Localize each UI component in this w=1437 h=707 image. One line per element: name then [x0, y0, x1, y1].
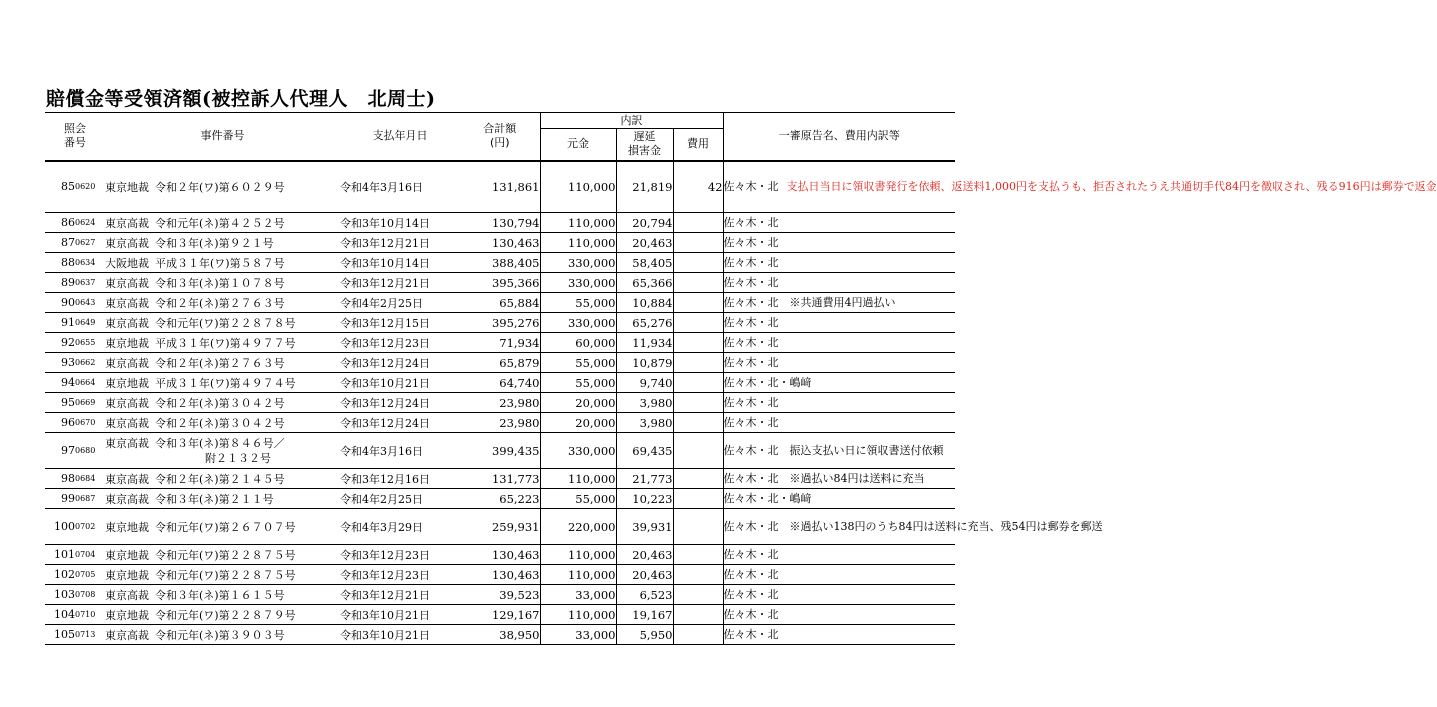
- row-number: 105: [45, 625, 75, 645]
- row-number: 94: [45, 373, 75, 393]
- reference-number: 0708: [75, 585, 105, 605]
- case-number-cell: [105, 373, 340, 393]
- header-case: 事件番号: [105, 113, 340, 161]
- reference-number: 0624: [75, 213, 105, 233]
- court-name: 東京地裁: [105, 520, 149, 534]
- payment-date: 令和3年12月16日: [340, 469, 460, 489]
- total-amount: 129,167: [460, 605, 540, 625]
- payment-date: 令和3年12月24日: [340, 413, 460, 433]
- payment-date: 令和3年12月21日: [340, 273, 460, 293]
- principal-amount: 110,000: [540, 469, 616, 489]
- payments-table: [45, 112, 1437, 645]
- court-name: 東京高裁: [105, 216, 149, 230]
- case-number-cell: [105, 313, 340, 333]
- case-number-cell: [105, 509, 340, 545]
- table-row: [45, 161, 955, 213]
- table-row: [45, 333, 955, 353]
- table-row: [45, 625, 955, 645]
- principal-amount: 20,000: [540, 413, 616, 433]
- total-amount: 131,773: [460, 469, 540, 489]
- expense-amount: [673, 469, 723, 489]
- header-row-top: [45, 113, 955, 129]
- case-number-cell: [105, 469, 340, 489]
- header-date: 支払年月日: [340, 113, 460, 161]
- case-number-cell: [105, 489, 340, 509]
- case-number-cell: [105, 433, 340, 469]
- case-number-cell: [105, 273, 340, 293]
- row-number: 91: [45, 313, 75, 333]
- court-name: 東京高裁: [105, 628, 149, 642]
- case-number: 令和元年(ワ)第２６７０７号: [155, 520, 296, 534]
- document-title: 賠償金等受領済額(被控訴人代理人 北周士): [46, 88, 436, 110]
- header-principal: 元金: [540, 129, 616, 161]
- reference-number: 0705: [75, 565, 105, 585]
- notes-cell: [723, 393, 955, 413]
- notes-cell: [723, 605, 955, 625]
- expense-amount: 42: [673, 161, 723, 213]
- case-number: 令和元年(ワ)第２２８７９号: [155, 608, 296, 622]
- notes-cell: [723, 293, 955, 313]
- header-total-top: 合計額: [483, 122, 517, 136]
- principal-amount: 33,000: [540, 625, 616, 645]
- table-row: [45, 233, 955, 253]
- notes-cell: [723, 469, 955, 489]
- case-number: 令和元年(ワ)第２２８７５号: [155, 548, 296, 562]
- header-damages-bottom: 損害金: [628, 144, 661, 158]
- table-row: [45, 605, 955, 625]
- expense-amount: [673, 585, 723, 605]
- total-amount: 64,740: [460, 373, 540, 393]
- notes-text: 佐々木・北 ※過払い84円は送料に充当: [723, 471, 925, 485]
- table-row: [45, 413, 955, 433]
- table-row: [45, 353, 955, 373]
- reference-number: 0627: [75, 233, 105, 253]
- notes-text: 佐々木・北 振込支払い日に領収書送付依頼: [723, 443, 944, 457]
- principal-amount: 110,000: [540, 233, 616, 253]
- notes-cell: [723, 273, 955, 293]
- court-name: 東京高裁: [105, 416, 149, 430]
- payment-date: 令和4年2月25日: [340, 489, 460, 509]
- court-name: 東京地裁: [105, 548, 149, 562]
- row-number: 93: [45, 353, 75, 373]
- reference-number: 0687: [75, 489, 105, 509]
- row-number: 95: [45, 393, 75, 413]
- total-amount: 130,463: [460, 545, 540, 565]
- case-number: 令和元年(ネ)第４２５２号: [155, 216, 285, 230]
- notes-text: 佐々木・北: [723, 607, 779, 621]
- damages-amount: 20,463: [616, 565, 673, 585]
- total-amount: 130,463: [460, 565, 540, 585]
- principal-amount: 110,000: [540, 213, 616, 233]
- payment-date: 令和4年3月16日: [340, 161, 460, 213]
- notes-text: 佐々木・北: [723, 255, 779, 269]
- case-number: 令和元年(ワ)第２２８７８号: [155, 316, 296, 330]
- total-amount: 65,879: [460, 353, 540, 373]
- expense-amount: [673, 313, 723, 333]
- damages-amount: 19,167: [616, 605, 673, 625]
- total-amount: 131,861: [460, 161, 540, 213]
- row-number: 85: [45, 161, 75, 213]
- court-name: 東京高裁: [105, 236, 149, 250]
- row-number: 92: [45, 333, 75, 353]
- expense-amount: [673, 433, 723, 469]
- damages-amount: 20,794: [616, 213, 673, 233]
- expense-amount: [673, 373, 723, 393]
- reference-number: 0662: [75, 353, 105, 373]
- row-number: 104: [45, 605, 75, 625]
- damages-amount: 39,931: [616, 509, 673, 545]
- case-number: 令和２年(ネ)第２７６３号: [155, 356, 285, 370]
- row-number: 103: [45, 585, 75, 605]
- court-name: 東京地裁: [105, 376, 149, 390]
- total-amount: 399,435: [460, 433, 540, 469]
- case-number: 令和元年(ネ)第３９０３号: [155, 628, 285, 642]
- table-row: [45, 565, 955, 585]
- notes-cell: [723, 373, 955, 393]
- case-number: 令和３年(ネ)第１６１５号: [155, 588, 285, 602]
- case-number-continued: 附２１３２号: [205, 451, 271, 465]
- notes-cell: [723, 565, 955, 585]
- payment-date: 令和3年10月14日: [340, 253, 460, 273]
- payment-date: 令和4年3月29日: [340, 509, 460, 545]
- court-name: 東京高裁: [105, 492, 149, 506]
- table-row: [45, 213, 955, 233]
- case-number-cell: [105, 585, 340, 605]
- case-number-cell: [105, 333, 340, 353]
- reference-number: 0649: [75, 313, 105, 333]
- header-no-top: 照会: [64, 122, 86, 136]
- payment-date: 令和3年12月21日: [340, 233, 460, 253]
- notes-text: 佐々木・北: [723, 587, 779, 601]
- expense-amount: [673, 273, 723, 293]
- expense-amount: [673, 233, 723, 253]
- notes-text: 佐々木・北: [723, 395, 779, 409]
- table-row: [45, 273, 955, 293]
- reference-number: 0637: [75, 273, 105, 293]
- principal-amount: 55,000: [540, 489, 616, 509]
- court-name: 東京高裁: [105, 316, 149, 330]
- reference-number: 0710: [75, 605, 105, 625]
- table-row: [45, 509, 955, 545]
- total-amount: 38,950: [460, 625, 540, 645]
- notes-text: 佐々木・北: [723, 627, 779, 641]
- header-damages: [616, 129, 673, 161]
- payment-date: 令和3年10月21日: [340, 625, 460, 645]
- damages-amount: 69,435: [616, 433, 673, 469]
- header-total: [460, 113, 540, 161]
- court-name: 東京高裁: [105, 396, 149, 410]
- case-number: 平成３１年(ワ)第４９７７号: [155, 336, 296, 350]
- principal-amount: 55,000: [540, 373, 616, 393]
- damages-amount: 20,463: [616, 545, 673, 565]
- damages-amount: 20,463: [616, 233, 673, 253]
- reference-number: 0704: [75, 545, 105, 565]
- table-row: [45, 489, 955, 509]
- reference-number: 0620: [75, 161, 105, 213]
- principal-amount: 330,000: [540, 313, 616, 333]
- notes-cell: [723, 233, 955, 253]
- total-amount: 71,934: [460, 333, 540, 353]
- court-name: 東京高裁: [105, 276, 149, 290]
- principal-amount: 220,000: [540, 509, 616, 545]
- court-name: 東京地裁: [105, 568, 149, 582]
- table-row: [45, 469, 955, 489]
- notes-text: 佐々木・北: [723, 415, 779, 429]
- court-name: 東京高裁: [105, 472, 149, 486]
- damages-amount: 10,884: [616, 293, 673, 313]
- court-name: 東京地裁: [105, 336, 149, 350]
- expense-amount: [673, 393, 723, 413]
- total-amount: 259,931: [460, 509, 540, 545]
- notes-cell: [723, 625, 955, 645]
- principal-amount: 20,000: [540, 393, 616, 413]
- expense-amount: [673, 489, 723, 509]
- expense-amount: [673, 413, 723, 433]
- notes-text-highlight: 支払日当日に領収書発行を依頼、返送料1,000円を支払うも、拒否されたうえ共通切手代84円を徴収され、残る916円は郵券で返金: [786, 179, 1437, 193]
- notes-cell: [723, 353, 955, 373]
- notes-text: 佐々木・北: [723, 275, 779, 289]
- court-name: 大阪地裁: [105, 256, 149, 270]
- case-number: 令和２年(ネ)第３０４２号: [155, 396, 285, 410]
- total-amount: 130,463: [460, 233, 540, 253]
- damages-amount: 58,405: [616, 253, 673, 273]
- header-total-bottom: (円): [489, 136, 510, 150]
- notes-cell: [723, 433, 955, 469]
- total-amount: 65,223: [460, 489, 540, 509]
- case-number-cell: [105, 565, 340, 585]
- total-amount: 39,523: [460, 585, 540, 605]
- damages-amount: 65,366: [616, 273, 673, 293]
- header-damages-top: 遅延: [633, 130, 656, 144]
- case-number-cell: [105, 293, 340, 313]
- case-number-cell: [105, 393, 340, 413]
- notes-cell: [723, 333, 955, 353]
- principal-amount: 55,000: [540, 293, 616, 313]
- table-row: [45, 313, 955, 333]
- principal-amount: 110,000: [540, 545, 616, 565]
- payment-date: 令和3年12月15日: [340, 313, 460, 333]
- reference-number: 0684: [75, 469, 105, 489]
- damages-amount: 65,276: [616, 313, 673, 333]
- reference-number: 0669: [75, 393, 105, 413]
- payment-date: 令和3年10月21日: [340, 605, 460, 625]
- case-number: 令和３年(ネ)第８４６号／: [155, 436, 285, 450]
- expense-amount: [673, 333, 723, 353]
- expense-amount: [673, 605, 723, 625]
- total-amount: 395,366: [460, 273, 540, 293]
- payment-date: 令和3年12月23日: [340, 333, 460, 353]
- damages-amount: 21,773: [616, 469, 673, 489]
- notes-cell: [723, 489, 955, 509]
- notes-text: 佐々木・北: [723, 179, 779, 193]
- notes-cell: [723, 509, 1103, 545]
- case-number-cell: [105, 625, 340, 645]
- case-number-cell: [105, 605, 340, 625]
- court-name: 東京地裁: [105, 180, 149, 194]
- case-number: 令和２年(ワ)第６０２９号: [155, 180, 285, 194]
- case-number-cell: [105, 353, 340, 373]
- principal-amount: 60,000: [540, 333, 616, 353]
- damages-amount: 10,879: [616, 353, 673, 373]
- row-number: 102: [45, 565, 75, 585]
- table-row: [45, 545, 955, 565]
- notes-text: 佐々木・北・嶋﨑: [723, 375, 812, 389]
- notes-text: 佐々木・北: [723, 567, 779, 581]
- table-row: [45, 253, 955, 273]
- court-name: 東京高裁: [105, 436, 149, 450]
- damages-amount: 3,980: [616, 393, 673, 413]
- notes-cell: [723, 253, 955, 273]
- court-name: 東京高裁: [105, 588, 149, 602]
- court-name: 東京高裁: [105, 296, 149, 310]
- payment-date: 令和3年12月21日: [340, 585, 460, 605]
- table-row: [45, 585, 955, 605]
- reference-number: 0713: [75, 625, 105, 645]
- total-amount: 388,405: [460, 253, 540, 273]
- notes-text: 佐々木・北: [723, 235, 779, 249]
- row-number: 97: [45, 433, 75, 469]
- payment-date: 令和4年2月25日: [340, 293, 460, 313]
- total-amount: 65,884: [460, 293, 540, 313]
- total-amount: 130,794: [460, 213, 540, 233]
- notes-text: 佐々木・北: [723, 335, 779, 349]
- case-number: 令和３年(ネ)第９２１号: [155, 236, 274, 250]
- notes-text: 佐々木・北: [723, 547, 779, 561]
- damages-amount: 6,523: [616, 585, 673, 605]
- case-number-cell: [105, 413, 340, 433]
- row-number: 87: [45, 233, 75, 253]
- table-row: [45, 433, 955, 469]
- row-number: 98: [45, 469, 75, 489]
- damages-amount: 10,223: [616, 489, 673, 509]
- case-number: 令和３年(ネ)第１０７８号: [155, 276, 285, 290]
- reference-number: 0634: [75, 253, 105, 273]
- damages-amount: 5,950: [616, 625, 673, 645]
- table-row: [45, 293, 955, 313]
- case-number-cell: [105, 545, 340, 565]
- notes-cell: [723, 585, 955, 605]
- expense-amount: [673, 293, 723, 313]
- principal-amount: 55,000: [540, 353, 616, 373]
- payment-date: 令和3年12月24日: [340, 393, 460, 413]
- damages-amount: 11,934: [616, 333, 673, 353]
- case-number: 平成３１年(ワ)第４９７４号: [155, 376, 296, 390]
- row-number: 88: [45, 253, 75, 273]
- row-number: 86: [45, 213, 75, 233]
- notes-text: 佐々木・北: [723, 315, 779, 329]
- expense-amount: [673, 545, 723, 565]
- expense-amount: [673, 625, 723, 645]
- principal-amount: 330,000: [540, 253, 616, 273]
- row-number: 100: [45, 509, 75, 545]
- case-number: 平成３１年(ワ)第５８７号: [155, 256, 285, 270]
- table-body: [45, 161, 1437, 645]
- expense-amount: [673, 213, 723, 233]
- total-amount: 395,276: [460, 313, 540, 333]
- court-name: 東京高裁: [105, 356, 149, 370]
- principal-amount: 330,000: [540, 433, 616, 469]
- notes-text: 佐々木・北: [723, 215, 779, 229]
- principal-amount: 33,000: [540, 585, 616, 605]
- row-number: 96: [45, 413, 75, 433]
- notes-cell: [723, 545, 955, 565]
- case-number-cell: [105, 161, 340, 213]
- expense-amount: [673, 565, 723, 585]
- header-expense: 費用: [673, 129, 723, 161]
- expense-amount: [673, 509, 723, 545]
- notes-cell: [723, 413, 955, 433]
- notes-text: 佐々木・北 ※過払い138円のうち84円は送料に充当、残54円は郵券を郵送: [723, 519, 1103, 533]
- principal-amount: 110,000: [540, 565, 616, 585]
- principal-amount: 110,000: [540, 605, 616, 625]
- table-row: [45, 393, 955, 413]
- header-notes: 一審原告名、費用内訳等: [723, 113, 955, 161]
- court-name: 東京地裁: [105, 608, 149, 622]
- damages-amount: 3,980: [616, 413, 673, 433]
- reference-number: 0643: [75, 293, 105, 313]
- payment-date: 令和3年12月23日: [340, 565, 460, 585]
- case-number: 令和３年(ネ)第２１１号: [155, 492, 274, 506]
- case-number: 令和元年(ワ)第２２８７５号: [155, 568, 296, 582]
- header-no-bottom: 番号: [64, 136, 86, 150]
- damages-amount: 21,819: [616, 161, 673, 213]
- payment-date: 令和3年10月14日: [340, 213, 460, 233]
- row-number: 89: [45, 273, 75, 293]
- damages-amount: 9,740: [616, 373, 673, 393]
- expense-amount: [673, 353, 723, 373]
- reference-number: 0664: [75, 373, 105, 393]
- header-breakdown: 内訳: [540, 113, 723, 129]
- reference-number: 0702: [75, 509, 105, 545]
- reference-number: 0680: [75, 433, 105, 469]
- case-number-cell: [105, 233, 340, 253]
- case-number-cell: [105, 253, 340, 273]
- principal-amount: 110,000: [540, 161, 616, 213]
- row-number: 90: [45, 293, 75, 313]
- notes-cell: [723, 313, 955, 333]
- header-no: [45, 113, 105, 161]
- total-amount: 23,980: [460, 413, 540, 433]
- notes-text: 佐々木・北 ※共通費用4円過払い: [723, 295, 896, 309]
- notes-cell: [723, 161, 1437, 213]
- row-number: 101: [45, 545, 75, 565]
- total-amount: 23,980: [460, 393, 540, 413]
- payment-date: 令和3年10月21日: [340, 373, 460, 393]
- case-number: 令和２年(ネ)第２１４５号: [155, 472, 285, 486]
- payment-date: 令和4年3月16日: [340, 433, 460, 469]
- row-number: 99: [45, 489, 75, 509]
- payment-date: 令和3年12月23日: [340, 545, 460, 565]
- table-row: [45, 373, 955, 393]
- reference-number: 0655: [75, 333, 105, 353]
- notes-text: 佐々木・北: [723, 355, 779, 369]
- case-number-cell: [105, 213, 340, 233]
- case-number: 令和２年(ネ)第３０４２号: [155, 416, 285, 430]
- reference-number: 0670: [75, 413, 105, 433]
- case-number: 令和２年(ネ)第２７６３号: [155, 296, 285, 310]
- payment-date: 令和3年12月24日: [340, 353, 460, 373]
- notes-cell: [723, 213, 955, 233]
- notes-text: 佐々木・北・嶋﨑: [723, 491, 812, 505]
- expense-amount: [673, 253, 723, 273]
- principal-amount: 330,000: [540, 273, 616, 293]
